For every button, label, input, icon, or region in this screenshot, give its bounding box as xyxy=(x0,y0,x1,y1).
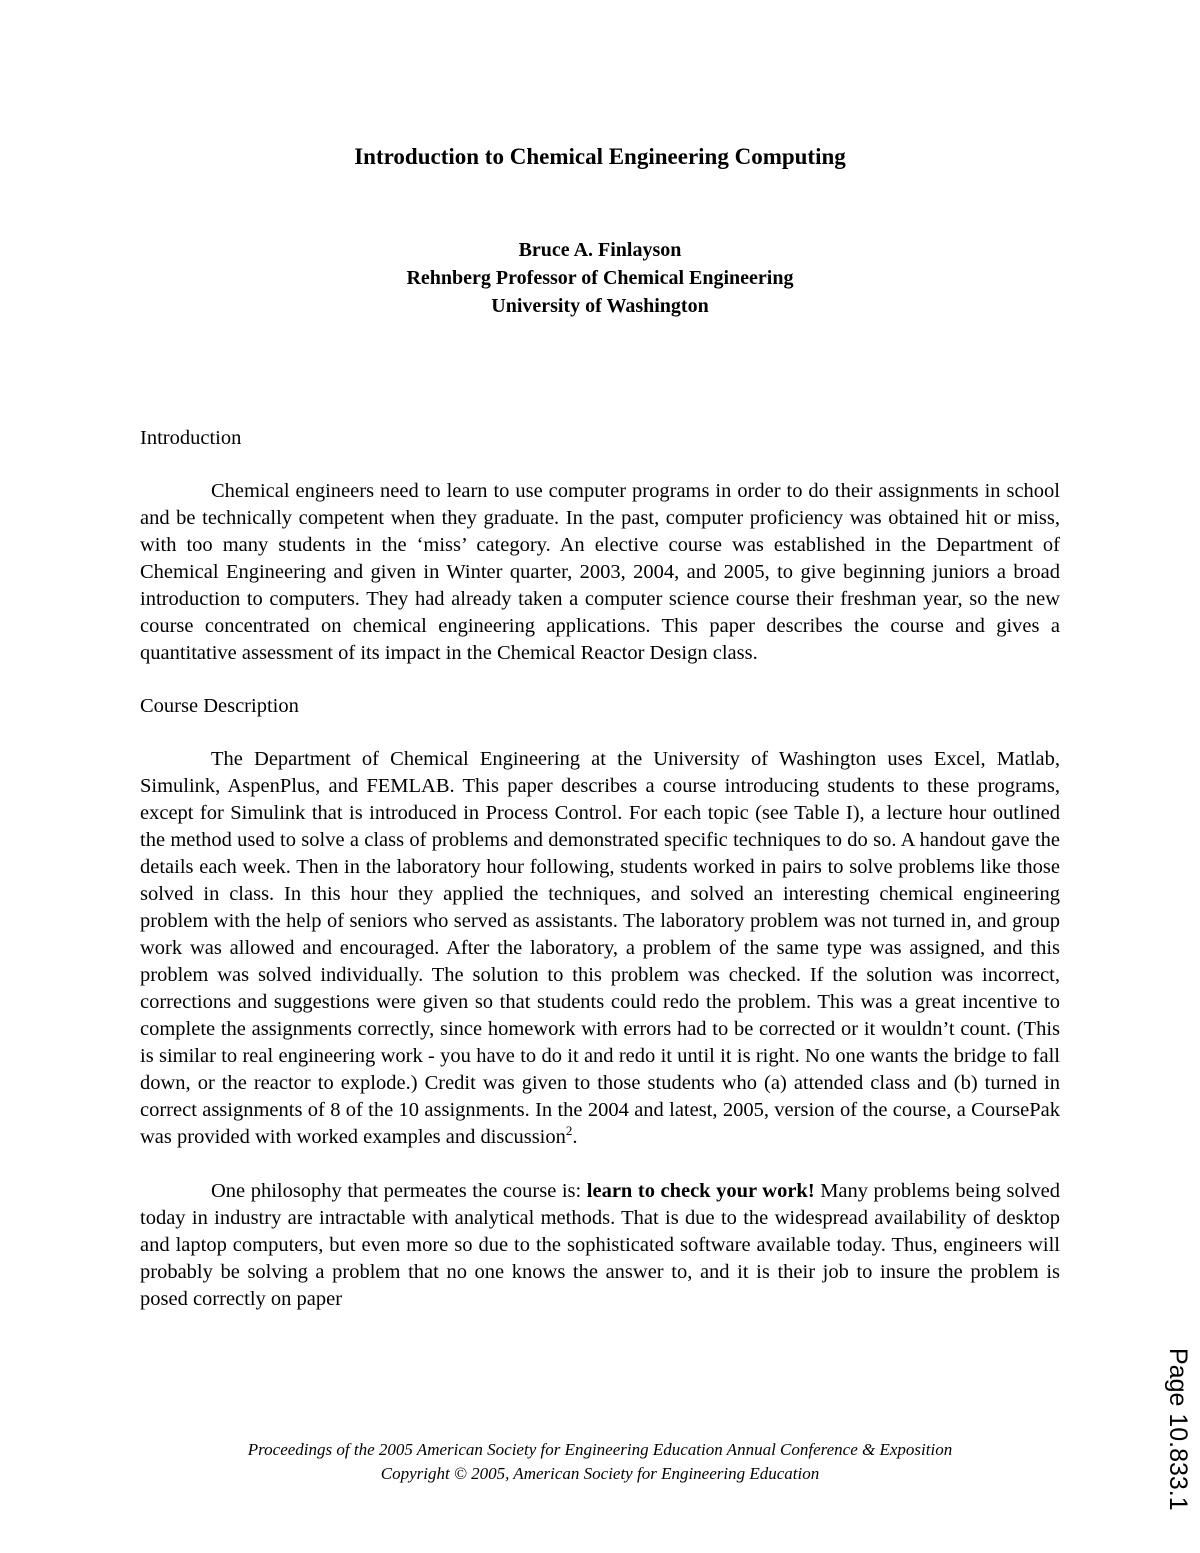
page-footer xyxy=(0,1438,1200,1486)
paper-body xyxy=(140,425,1060,1339)
reference-superscript: 2 xyxy=(565,1123,573,1139)
footer-copyright: Copyright © 2005, American Society for Engineering Education xyxy=(380,1464,820,1483)
philosophy-emphasis: learn to check your work! xyxy=(586,1180,815,1202)
introduction-paragraph: Chemical engineers need to learn to use computer programs in order to do their assignments in school and be technically competent when they graduate. In the past, computer proficiency was obtained hit or miss, with too many students in the ‘miss’ category. An elective course was established in the Department of Chemical Engineering and given in Winter quarter, 2003, 2004, and 2005, to give beginning juniors a broad introduction to computers. They had already taken a computer science course their freshman year, so the new course concentrated on chemical engineering applications. This paper describes the course and gives a quantitative assessment of its impact in the Chemical Reactor Design class. xyxy=(140,480,1060,664)
author-name: Bruce A. Finlayson xyxy=(518,239,682,261)
course-description-paragraph-2 xyxy=(140,1178,1060,1313)
author-affiliation: University of Washington xyxy=(491,295,709,317)
paragraph-2-rest: Many problems being solved today in industry are intractable with analytical methods. That is due to the widespread availability of desktop and laptop computers, but even more so due to the sophisticated software available today. Thus, engineers will probably be solving a problem that no one knows the answer to, and it is their job to insure the problem is posed correctly on paper xyxy=(140,1180,1060,1310)
section-heading-introduction: Introduction xyxy=(140,427,242,449)
course-description-paragraph-1 xyxy=(140,746,1060,1151)
paragraph-2-start: One philosophy that permeates the course is: xyxy=(211,1180,587,1202)
course-description-paragraph-1-text: The Department of Chemical Engineering at the University of Washington uses Excel, Matlab, Simulink, AspenPlus, and FEMLAB. This paper describes a course introducing students to these programs, except for Simulink that is introduced in Process Control. For each topic (see Table I), a lecture hour outlined the method used to solve a class of problems and demonstrated specific techniques to do so. A handout gave the details each week. Then in the laboratory hour following, students worked in pairs to solve problems like those solved in class. In this hour they applied the techniques, and solved an interesting chemical engineering problem with the help of seniors who served as assistants. The laboratory problem was not turned in, and group work was allowed and encouraged. After the laboratory, a problem of the same type was assigned, and this problem was solved individually. The solution to this problem was checked. If the solution was incorrect, corrections and suggestions were given so that students could redo the problem. This was a great incentive to complete the assignments correctly, since homework with errors had to be corrected or it wouldn’t count. (This is similar to real engineering work - you have to do it and redo it until it is right. No one wants the bridge to fall down, or the reactor to explode.) Credit was given to those students who (a) attended class and (b) turned in correct assignments of 8 of the 10 assignments. In the 2004 and latest, 2005, version of the course, a CoursePak was provided with worked examples and discussion xyxy=(140,748,1060,1148)
paper-title: Introduction to Chemical Engineering Computing xyxy=(354,144,846,169)
course-description-paragraph-1-end: . xyxy=(572,1126,578,1148)
section-heading-course-description: Course Description xyxy=(140,695,299,717)
author-block xyxy=(0,236,1200,320)
author-position: Rehnberg Professor of Chemical Engineering xyxy=(406,267,794,289)
page-stamp xyxy=(1158,1348,1198,1518)
page-stamp-text: Page 10.833.1 xyxy=(1164,1348,1192,1511)
footer-proceedings: Proceedings of the 2005 American Society for Engineering Education Annual Conference & Exposition xyxy=(247,1440,953,1459)
